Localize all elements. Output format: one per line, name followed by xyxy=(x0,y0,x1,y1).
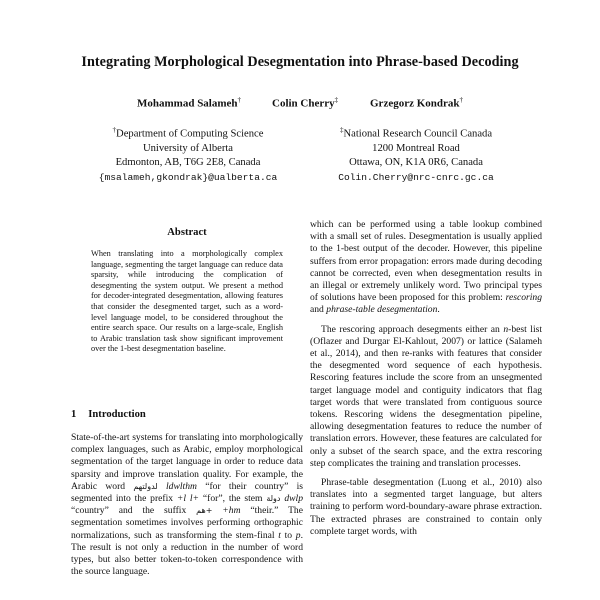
email-nrc: Colin.Cherry@nrc-cnrc.gc.ca xyxy=(338,171,494,183)
affiliation-nrc: ‡National Research Council Canada 1200 Montreal Road Ottawa, ON, K1A 0R6, Canada Colin.Cherry@nrc-cnrc.gc.ca xyxy=(296,123,536,185)
author-line xyxy=(0,96,600,112)
author-salameh: Mohammad Salameh† xyxy=(137,96,242,110)
author-kondrak: Grzegorz Kondrak† xyxy=(370,96,464,110)
author-cherry: Colin Cherry‡ xyxy=(272,96,339,110)
abstract-text: When translating into a morphologically complex language, segmenting the target language can reduce data sparsity, while introducing the complication of desegmenting the system output. We present a method for decoder-integrated desegmentation, allowing features that consider the desegmented target, such as a word-level language model, to be considered throughout the entire search space. Our results on a large-scale, English to Arabic translation task show significant improvement over the 1-best desegmentation baseline. xyxy=(91,249,283,354)
section-heading-introduction: 1 Introduction xyxy=(71,409,146,420)
abstract-heading: Abstract xyxy=(167,227,207,238)
right-column-text xyxy=(310,219,542,538)
paragraph-pipeline: which can be performed using a table lookup combined with a small set of rules. Desegmentation is usually applied to the 1-best output of the decoder. However, this pipeline suffers from error propagation: errors made during decoding cannot be corrected, even when desegmentation results in an illegal or extremely unlikely word. Two principal types of solutions have been proposed for this problem: rescoring and phrase-table desegmentation. xyxy=(310,219,542,316)
paragraph-phrase-table: Phrase-table desegmentation (Luong et al., 2010) also translates into a segmented target language, but alters training to perform word-boundary-aware phrase extraction. The extracted phrases are constrained to contain only complete target words, with xyxy=(310,477,542,537)
paper-title: Integrating Morphological Desegmentation into Phrase-based Decoding xyxy=(81,54,519,70)
introduction-paragraph: State-of-the-art systems for translating into morphologically complex languages, such as Arabic, employ morphological segmentation of the target language in order to reduce data sparsity and improve translation quality. For example, the Arabic word لدولتهم ldwlthm “for their country” is segmented into the prefix +l l+ “for”, the stem دولة dwlp “country” and the suffix هم+ +hm “their.” The segmentation sometimes involves performing orthographic normalizations, such as transforming the stem-final t to p. The result is not only a reduction in the number of word types, but also better token-to-token correspondence with the source language. xyxy=(71,432,303,578)
paragraph-rescoring: The rescoring approach desegments either an n-best list (Oflazer and Durgar El-Kahlout, 2007) or lattice (Salameh et al., 2014), and then re-ranks with features that consider the desegmented word sequence of each hypothesis. Rescoring features include the score from an unsegmented target language model and contiguity indicators that flag target words that were translated from contiguous source tokens. Rescoring widens the desegmentation pipeline, allowing desegmentation features to reduce the number of translation errors. However, these features are calculated for only a subset of the search space, and the extra rescoring step complicates the training and translation processes. xyxy=(310,323,543,469)
email-alberta: {msalameh,gkondrak}@ualberta.ca xyxy=(98,171,278,183)
affiliation-alberta: †Department of Computing Science University of Alberta Edmonton, AB, T6G 2E8, Canada {msalameh,gkondrak}@ualberta.ca xyxy=(68,123,308,185)
